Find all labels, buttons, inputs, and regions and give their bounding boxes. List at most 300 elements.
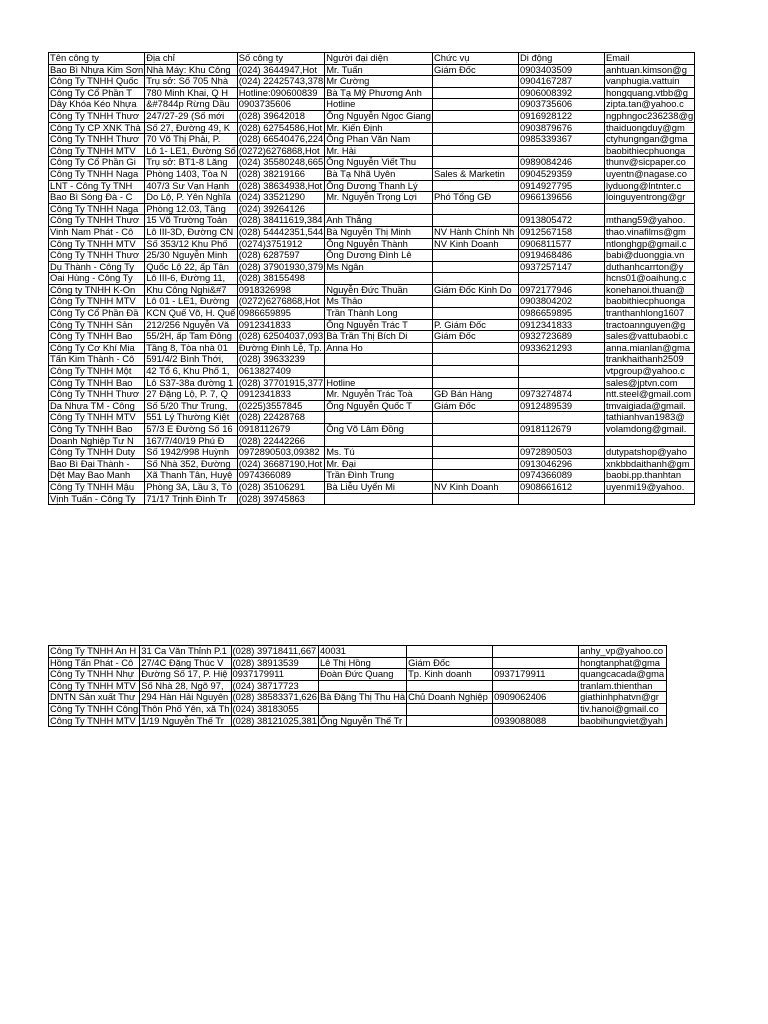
cell-position[interactable] bbox=[407, 646, 493, 658]
cell-company-name[interactable]: Công Ty TNHH MTV bbox=[49, 412, 145, 424]
cell-email[interactable]: mthang59@yahoo. bbox=[604, 215, 694, 227]
cell-position[interactable]: Sales & Marketin bbox=[432, 168, 518, 180]
cell-position[interactable] bbox=[432, 447, 518, 459]
cell-email[interactable]: ntlonghgp@gmail.c bbox=[604, 238, 694, 250]
cell-representative[interactable]: Bà Nguyễn Thị Minh bbox=[325, 226, 433, 238]
cell-representative[interactable]: Hotline bbox=[325, 99, 433, 111]
cell-address[interactable]: Số 5/20 Thư Trung, bbox=[145, 400, 238, 412]
cell-company-phone[interactable]: (028) 38121025,381 bbox=[232, 715, 317, 726]
cell-email[interactable]: anhtuan.kimson@g bbox=[604, 64, 694, 76]
cell-email[interactable]: sales@vattubaobi.c bbox=[604, 331, 694, 343]
cell-email[interactable]: tmvaigiada@gmail. bbox=[604, 400, 694, 412]
cell-representative[interactable] bbox=[318, 680, 406, 692]
cell-address[interactable]: 55/2H, ấp Tam Đông bbox=[145, 331, 238, 343]
cell-company-name[interactable]: Oai Hùng - Công Ty bbox=[49, 273, 145, 285]
cell-company-phone[interactable]: (024) 22425743,378 bbox=[238, 75, 324, 87]
cell-representative[interactable] bbox=[325, 273, 433, 285]
cell-company-phone[interactable]: 0912341833 bbox=[237, 319, 324, 331]
cell-company-name[interactable]: Công Ty TNHH Naga bbox=[49, 168, 145, 180]
cell-representative[interactable]: Mr. Hải bbox=[325, 145, 433, 157]
cell-mobile[interactable]: 0903804202 bbox=[518, 296, 604, 308]
cell-mobile[interactable]: 0974366089 bbox=[518, 470, 604, 482]
cell-mobile[interactable]: 0904529359 bbox=[518, 168, 604, 180]
cell-representative[interactable]: Ông Nguyễn Trác T bbox=[325, 319, 433, 331]
cell-mobile[interactable]: 0937179911 bbox=[493, 669, 579, 681]
cell-company-phone[interactable]: (028) 22442266 bbox=[237, 435, 324, 447]
cell-position[interactable]: Chủ Doanh Nghiệp bbox=[407, 692, 493, 704]
cell-mobile[interactable]: 0986659895 bbox=[518, 308, 604, 320]
cell-address[interactable]: Lô 1- LE1, Đường Số bbox=[146, 145, 236, 156]
cell-representative[interactable]: Bà Liễu Uyển Mi bbox=[325, 481, 433, 493]
cell-email[interactable]: zipta.tan@yahoo.c bbox=[604, 99, 694, 111]
cell-position[interactable] bbox=[432, 412, 518, 424]
cell-company-phone[interactable]: 0986659895 bbox=[237, 308, 324, 320]
cell-mobile[interactable]: 0908661612 bbox=[518, 481, 604, 493]
cell-company-phone[interactable]: Hotline:090600839 bbox=[237, 87, 324, 99]
cell-representative[interactable] bbox=[325, 412, 433, 424]
cell-company-name[interactable]: Công Ty TNHH MTV bbox=[49, 145, 145, 157]
cell-position[interactable] bbox=[432, 308, 518, 320]
cell-position[interactable]: NV Hành Chính Nh bbox=[432, 226, 518, 238]
cell-company-phone[interactable]: (028) 39642018 bbox=[237, 110, 324, 122]
header-address[interactable]: Địa chỉ bbox=[145, 53, 238, 65]
cell-email[interactable]: hongquang.vtbb@g bbox=[604, 87, 694, 99]
cell-address[interactable]: 27 Đặng Lộ, P. 7, Q bbox=[145, 389, 238, 401]
cell-representative[interactable]: Bà Đặng Thị Thu Hà bbox=[319, 691, 406, 703]
cell-address[interactable]: 167/7/40/19 Phú Đ bbox=[145, 435, 238, 447]
cell-company-phone[interactable]: (028) 38634938,Hot bbox=[237, 180, 324, 192]
cell-email[interactable]: duthanhcarrton@y bbox=[604, 261, 694, 273]
cell-position[interactable] bbox=[432, 145, 518, 157]
cell-email[interactable]: konehanoi.thuan@ bbox=[604, 284, 694, 296]
cell-email[interactable]: ngphngoc236238@g bbox=[605, 110, 694, 121]
cell-representative[interactable]: Anna Ho bbox=[325, 342, 433, 354]
cell-email[interactable]: vanphugia.vattuin bbox=[604, 76, 694, 88]
cell-position[interactable] bbox=[432, 250, 518, 262]
cell-address[interactable]: Lô III-3D, Đường CN bbox=[145, 226, 238, 238]
cell-representative[interactable]: Trần Đình Trung bbox=[325, 470, 433, 482]
cell-company-phone[interactable]: Đường Đinh Lễ, Tp. bbox=[237, 342, 324, 354]
cell-company-name[interactable]: Công Ty TNHH Quốc bbox=[49, 76, 145, 88]
cell-position[interactable] bbox=[432, 354, 518, 366]
cell-company-phone[interactable]: (0274)3751912 bbox=[237, 238, 324, 250]
cell-company-name[interactable]: Bao Bì Nhựa Kim Sơn bbox=[50, 64, 144, 75]
cell-mobile[interactable]: 0912341833 bbox=[518, 319, 604, 331]
cell-company-phone[interactable]: (028) 35106291 bbox=[237, 481, 324, 493]
cell-email[interactable]: ntt.steel@gmail.com bbox=[604, 389, 694, 401]
cell-company-phone[interactable]: (024) 38183055 bbox=[231, 703, 318, 715]
cell-representative[interactable]: Hotline bbox=[325, 377, 433, 389]
cell-address[interactable]: Phòng 3A, Lầu 3, Tò bbox=[145, 481, 238, 493]
cell-company-name[interactable]: Công Ty Cổ Phần Gi bbox=[49, 157, 145, 169]
cell-mobile[interactable]: 0916928122 bbox=[518, 110, 604, 122]
cell-email[interactable]: loinguyentrong@gr bbox=[604, 192, 694, 204]
cell-email[interactable]: baobithiecphuonga bbox=[604, 296, 694, 308]
cell-mobile[interactable]: 0903735606 bbox=[518, 99, 604, 111]
cell-company-phone[interactable]: (028) 6287597 bbox=[237, 250, 324, 262]
cell-company-phone[interactable]: (024) 39264126 bbox=[237, 203, 324, 215]
cell-company-name[interactable]: Da Nhựa TM - Công bbox=[49, 400, 145, 412]
cell-company-phone[interactable]: 0974366089 bbox=[237, 470, 324, 482]
cell-mobile[interactable] bbox=[518, 435, 604, 447]
cell-address[interactable]: &#7844p Rừng Dầu bbox=[145, 99, 238, 111]
cell-email[interactable]: ctyhungngan@gma bbox=[604, 134, 694, 146]
cell-mobile[interactable] bbox=[493, 680, 579, 692]
header-company-phone[interactable]: Số công ty bbox=[237, 53, 324, 65]
cell-representative[interactable]: Bà Trần Thị Bích Di bbox=[325, 331, 433, 343]
cell-mobile[interactable]: 0918112679 bbox=[518, 424, 604, 436]
cell-email[interactable]: volamdong@gmail. bbox=[604, 424, 694, 436]
cell-address[interactable]: 212/256 Nguyễn Vă bbox=[145, 319, 238, 331]
cell-representative[interactable]: Ông Phan Văn Nam bbox=[325, 134, 433, 146]
cell-address[interactable]: Lô 01 - LE1, Đường bbox=[145, 296, 238, 308]
cell-position[interactable] bbox=[432, 87, 518, 99]
cell-company-name[interactable]: Bao Bì Đại Thành - bbox=[49, 458, 145, 470]
cell-company-phone[interactable]: (028) 38219166 bbox=[237, 168, 324, 180]
cell-company-name[interactable]: Công Ty TNHH Thươ bbox=[49, 215, 145, 227]
header-email[interactable]: Email bbox=[604, 53, 694, 65]
cell-company-name[interactable]: Công Ty TNHH Bao bbox=[49, 424, 145, 436]
cell-position[interactable] bbox=[432, 493, 518, 505]
cell-address[interactable]: 25/30 Nguyễn Minh bbox=[145, 250, 238, 262]
cell-position[interactable] bbox=[432, 215, 518, 227]
cell-position[interactable] bbox=[432, 180, 518, 192]
cell-company-phone[interactable]: (0272)6276868,Hot bbox=[237, 296, 324, 308]
cell-representative[interactable] bbox=[325, 354, 433, 366]
cell-address[interactable]: 1/19 Nguyễn Thế Tr bbox=[140, 715, 231, 727]
cell-email[interactable]: uyentn@nagase.co bbox=[604, 168, 694, 180]
cell-company-name[interactable]: Công Ty TNHH Sản bbox=[49, 319, 145, 331]
cell-mobile[interactable] bbox=[518, 273, 604, 285]
cell-mobile[interactable]: 0906811577 bbox=[518, 238, 604, 250]
cell-address[interactable]: 780 Minh Khai, Q H bbox=[145, 87, 238, 99]
cell-company-phone[interactable]: (028) 37701915,377 bbox=[238, 377, 324, 388]
cell-representative[interactable]: Bà Tạ Mỹ Phương Anh bbox=[325, 87, 433, 99]
cell-company-name[interactable]: Công Ty TNHH Thươ bbox=[49, 389, 145, 401]
cell-mobile[interactable] bbox=[493, 657, 579, 669]
cell-position[interactable]: Giám Đốc bbox=[432, 400, 518, 412]
cell-email[interactable]: anhy_vp@yahoo.co bbox=[579, 646, 667, 658]
cell-company-name[interactable]: Công Ty TNHH Công bbox=[50, 703, 139, 714]
cell-address[interactable]: Số Nhà 28, Ngõ 97, bbox=[140, 680, 231, 692]
cell-address[interactable]: Khu Công Nghi&#7 bbox=[145, 284, 238, 296]
cell-mobile[interactable] bbox=[518, 412, 604, 424]
cell-email[interactable] bbox=[604, 435, 694, 447]
cell-company-name[interactable]: DNTN Sản xuất Thư bbox=[49, 692, 140, 704]
cell-company-phone[interactable]: (024) 36687190,Hot bbox=[237, 458, 324, 470]
cell-address[interactable]: Phòng 1403, Tòa N bbox=[145, 168, 238, 180]
cell-representative[interactable]: Ms Thảo bbox=[325, 296, 433, 308]
cell-email[interactable]: baobithiecphuonga bbox=[604, 145, 694, 157]
cell-company-name[interactable]: Công Ty TNHH Thươ bbox=[49, 250, 145, 262]
cell-company-phone[interactable]: 0972890503,09382 bbox=[237, 447, 324, 459]
cell-representative[interactable]: Ông Nguyễn Ngọc Giang bbox=[326, 110, 431, 121]
cell-mobile[interactable] bbox=[493, 703, 579, 715]
cell-mobile[interactable] bbox=[518, 493, 604, 505]
cell-email[interactable]: uyenmi19@yahoo. bbox=[604, 481, 694, 493]
cell-company-phone[interactable]: (028) 37901930,379 bbox=[238, 261, 324, 272]
cell-representative[interactable] bbox=[325, 366, 433, 378]
cell-company-phone[interactable]: (028) 39718411,667 bbox=[231, 646, 318, 658]
cell-email[interactable]: thaiduongduy@gm bbox=[604, 122, 694, 134]
cell-position[interactable] bbox=[432, 342, 518, 354]
cell-representative[interactable]: Mr. Đại bbox=[325, 458, 433, 470]
cell-representative[interactable]: Ms Ngân bbox=[325, 261, 433, 273]
cell-position[interactable] bbox=[432, 203, 518, 215]
cell-mobile[interactable]: 0973274874 bbox=[518, 389, 604, 401]
cell-position[interactable] bbox=[432, 99, 518, 111]
cell-email[interactable]: thunv@sicpaper.co bbox=[604, 157, 694, 169]
cell-mobile[interactable]: 0932723689 bbox=[518, 331, 604, 343]
cell-address[interactable]: Quốc Lộ 22, ấp Tân bbox=[145, 261, 238, 273]
cell-position[interactable] bbox=[407, 715, 493, 727]
cell-address[interactable]: 407/3 Sư Vạn Hạnh bbox=[145, 180, 238, 192]
cell-mobile[interactable]: 0912567158 bbox=[518, 226, 604, 238]
cell-email[interactable]: tranthanhlong1607 bbox=[604, 308, 694, 320]
cell-representative[interactable]: Ông Dương Thanh Lý bbox=[325, 180, 433, 192]
cell-company-name[interactable]: LNT - Công Ty TNH bbox=[49, 180, 145, 192]
cell-mobile[interactable]: 0903403509 bbox=[518, 64, 604, 76]
cell-company-name[interactable]: Công Ty TNHH Một bbox=[49, 366, 145, 378]
cell-representative[interactable]: 40031 bbox=[318, 646, 406, 658]
cell-mobile[interactable]: 0904167287 bbox=[518, 76, 604, 88]
cell-company-phone[interactable]: 0918326998 bbox=[237, 284, 324, 296]
cell-representative[interactable]: Bà Tạ Nhã Uyên bbox=[325, 168, 433, 180]
cell-company-name[interactable]: Công Ty TNHH MTV bbox=[49, 296, 145, 308]
cell-email[interactable]: babi@duonggia.vn bbox=[604, 250, 694, 262]
cell-representative[interactable] bbox=[325, 493, 433, 505]
cell-company-phone[interactable]: (024) 33521290 bbox=[237, 192, 324, 204]
cell-address[interactable]: Trụ sở: BT1-8 Lăng bbox=[145, 157, 238, 169]
cell-company-phone[interactable]: (024) 35580248,665 bbox=[238, 156, 324, 168]
cell-representative[interactable]: Đoàn Đức Quang bbox=[318, 669, 406, 681]
cell-address[interactable]: Số 353/12 Khu Phố bbox=[145, 238, 238, 250]
cell-representative[interactable]: Lê Thị Hồng bbox=[318, 657, 406, 669]
cell-representative[interactable]: Ông Dương Đình Lê bbox=[325, 250, 433, 262]
cell-company-name[interactable]: Hồng Tấn Phát - Cô bbox=[49, 657, 140, 669]
cell-position[interactable] bbox=[432, 134, 518, 146]
cell-company-name[interactable]: Công Ty TNHH An H bbox=[49, 646, 140, 658]
cell-company-name[interactable]: Công Ty TNHH Naga bbox=[49, 203, 145, 215]
cell-email[interactable]: tiv.hanoi@gmail.co bbox=[579, 703, 667, 715]
cell-mobile[interactable]: 0966139656 bbox=[518, 192, 604, 204]
cell-address[interactable]: 551 Lý Thường Kiệt bbox=[145, 412, 238, 424]
cell-company-phone[interactable]: (028) 38583371,626 bbox=[232, 691, 317, 703]
cell-company-phone[interactable]: 0937179911 bbox=[231, 669, 318, 681]
cell-company-name[interactable]: Tấn Kim Thành - Cô bbox=[49, 354, 145, 366]
cell-address[interactable]: Tầng 8, Tòa nhà 01 bbox=[145, 342, 238, 354]
cell-mobile[interactable]: 0903879676 bbox=[518, 122, 604, 134]
cell-mobile[interactable]: 0909062406 bbox=[493, 692, 579, 704]
cell-mobile[interactable]: 0939088088 bbox=[493, 715, 579, 727]
cell-mobile[interactable] bbox=[518, 145, 604, 157]
cell-mobile[interactable]: 0937257147 bbox=[518, 261, 604, 273]
cell-company-phone[interactable]: 0903735606 bbox=[237, 99, 324, 111]
cell-company-name[interactable]: Vịnh Tuấn - Công Ty bbox=[49, 493, 145, 505]
cell-position[interactable] bbox=[432, 273, 518, 285]
cell-position[interactable]: NV Kinh Doanh bbox=[432, 238, 518, 250]
cell-representative[interactable]: Mr. Nguyễn Trọng Lợi bbox=[325, 192, 433, 204]
cell-company-name[interactable]: Công Ty TNHH MTV bbox=[49, 238, 145, 250]
cell-mobile[interactable]: 0919468486 bbox=[518, 250, 604, 262]
cell-representative[interactable]: Ms. Tú bbox=[325, 447, 433, 459]
cell-email[interactable]: baobihungviet@yah bbox=[579, 715, 667, 727]
cell-company-name[interactable]: Vinh Nam Phát - Cô bbox=[49, 226, 145, 238]
cell-mobile[interactable]: 0906008392 bbox=[518, 87, 604, 99]
cell-email[interactable] bbox=[604, 493, 694, 505]
cell-email[interactable]: baobi.pp.thanhtan bbox=[604, 470, 694, 482]
cell-position[interactable] bbox=[432, 76, 518, 88]
cell-address[interactable]: Số Nhà 352, Đường bbox=[145, 458, 238, 470]
cell-representative[interactable]: Nguyễn Đức Thuần bbox=[325, 284, 433, 296]
cell-mobile[interactable] bbox=[518, 203, 604, 215]
cell-position[interactable]: GĐ Bán Hàng bbox=[432, 389, 518, 401]
cell-company-phone[interactable]: (028) 39633239 bbox=[237, 354, 324, 366]
cell-company-phone[interactable]: 0613827409 bbox=[237, 366, 324, 378]
cell-email[interactable]: sales@jptvn.com bbox=[604, 377, 694, 389]
cell-company-phone[interactable]: (024) 38717723 bbox=[231, 680, 318, 692]
cell-address[interactable]: KCN Quế Võ, H. Quế bbox=[146, 307, 236, 319]
cell-address[interactable]: Lô S37-38a đường 1 bbox=[145, 377, 238, 389]
cell-mobile[interactable]: 0912489539 bbox=[518, 400, 604, 412]
cell-company-phone[interactable]: (0225)3557845 bbox=[237, 400, 324, 412]
cell-position[interactable] bbox=[407, 703, 493, 715]
cell-mobile[interactable] bbox=[518, 377, 604, 389]
cell-position[interactable]: Phó Tổng GĐ bbox=[432, 192, 518, 204]
cell-company-name[interactable]: Doanh Nghiệp Tư N bbox=[49, 435, 145, 447]
cell-mobile[interactable] bbox=[493, 646, 579, 658]
cell-address[interactable]: Trụ sở: Số 705 Nhà bbox=[145, 76, 238, 88]
cell-company-name[interactable]: Công Ty Cổ Phần T bbox=[49, 87, 145, 99]
cell-company-phone[interactable]: (028) 38411619,384 bbox=[237, 215, 324, 227]
cell-address[interactable]: 31 Ca Văn Thỉnh P.1 bbox=[140, 646, 231, 658]
cell-company-phone[interactable]: (028) 66540476,224 bbox=[238, 133, 324, 145]
cell-mobile[interactable]: 0933621293 bbox=[518, 342, 604, 354]
cell-address[interactable]: 247/27-29 (Số mới bbox=[145, 110, 238, 122]
cell-representative[interactable]: Ông Nguyễn Thế Tr bbox=[318, 715, 406, 727]
cell-email[interactable]: lyduong@lntnter.c bbox=[604, 180, 694, 192]
cell-email[interactable]: hcns01@oaihung.c bbox=[604, 273, 694, 285]
cell-company-name[interactable]: Công Ty TNHH MTV bbox=[49, 680, 140, 692]
cell-position[interactable]: Tp. Kinh doanh bbox=[407, 669, 493, 681]
cell-company-phone[interactable]: (028) 54442351,544 bbox=[238, 226, 324, 237]
cell-company-name[interactable]: Công Ty TNHH Bao bbox=[49, 331, 145, 343]
cell-email[interactable]: thao.vinafilms@gm bbox=[604, 226, 694, 238]
cell-position[interactable] bbox=[432, 424, 518, 436]
cell-position[interactable]: Giám Đốc Kinh Do bbox=[432, 284, 518, 296]
cell-mobile[interactable] bbox=[518, 354, 604, 366]
cell-position[interactable]: Giám Đốc bbox=[432, 331, 518, 343]
cell-company-name[interactable]: Công Ty TNHH Duty bbox=[49, 447, 145, 459]
cell-representative[interactable]: Trần Thành Long bbox=[325, 308, 433, 320]
cell-representative[interactable]: Ông Võ Lâm Đồng bbox=[325, 424, 433, 436]
cell-address[interactable]: Phòng 12.03, Tầng bbox=[145, 203, 238, 215]
cell-company-name[interactable]: Công Ty TNHH Mậu bbox=[49, 481, 145, 493]
cell-company-phone[interactable]: (028) 38155498 bbox=[237, 273, 324, 285]
cell-company-name[interactable]: Dây Khóa Kéo Nhựa bbox=[49, 99, 145, 111]
cell-representative[interactable] bbox=[325, 435, 433, 447]
cell-position[interactable] bbox=[432, 458, 518, 470]
cell-representative[interactable]: Ông Nguyễn Thành bbox=[325, 238, 433, 250]
cell-address[interactable]: Nhà Máy: Khu Công bbox=[145, 64, 238, 76]
header-representative[interactable]: Người đại diện bbox=[325, 53, 433, 65]
cell-address[interactable]: 71/17 Trịnh Đình Tr bbox=[145, 493, 238, 505]
cell-email[interactable]: quangcacada@gma bbox=[579, 669, 667, 681]
cell-email[interactable]: dutypatshop@yaho bbox=[604, 447, 694, 459]
cell-mobile[interactable]: 0985339367 bbox=[518, 134, 604, 146]
cell-representative[interactable]: Mr. Tuấn bbox=[325, 64, 433, 76]
cell-company-name[interactable]: Công ty TNHH K-On bbox=[49, 284, 145, 296]
cell-address[interactable]: 70 Võ Thị Phải, P. bbox=[145, 134, 238, 146]
cell-company-name[interactable]: Công Ty Cổ Phần Đầ bbox=[49, 308, 145, 320]
cell-address[interactable]: Thôn Phố Yên, xã Th bbox=[141, 703, 230, 714]
cell-position[interactable] bbox=[432, 110, 518, 122]
cell-email[interactable]: anna.mianlan@gma bbox=[604, 342, 694, 354]
cell-address[interactable]: Số 1942/998 Huỳnh bbox=[145, 447, 238, 459]
cell-company-phone[interactable]: (0272)6276868,Hot bbox=[237, 145, 324, 157]
cell-email[interactable]: vtpgroup@yahoo.c bbox=[604, 366, 694, 378]
cell-position[interactable]: P. Giám Đốc bbox=[432, 319, 518, 331]
cell-mobile[interactable]: 0972890503 bbox=[518, 447, 604, 459]
cell-mobile[interactable] bbox=[518, 366, 604, 378]
header-company-name[interactable]: Tên công ty bbox=[49, 53, 145, 65]
cell-representative[interactable]: Mr. Kiến Định bbox=[325, 122, 433, 134]
cell-email[interactable]: tractoannguyen@g bbox=[604, 319, 694, 331]
cell-company-name[interactable]: Công Ty TNHH Nhự bbox=[49, 669, 140, 681]
cell-company-phone[interactable]: 0918112679 bbox=[237, 424, 324, 436]
cell-email[interactable]: giathinhphatvn@gr bbox=[579, 692, 667, 704]
cell-company-name[interactable]: Bao Bì Sóng Đà - C bbox=[49, 192, 145, 204]
header-mobile[interactable]: Di động bbox=[518, 53, 604, 65]
cell-position[interactable] bbox=[432, 377, 518, 389]
cell-position[interactable]: NV Kinh Doanh bbox=[432, 481, 518, 493]
cell-email[interactable]: tathianhvan1983@ bbox=[604, 412, 694, 424]
cell-position[interactable] bbox=[432, 157, 518, 169]
cell-company-phone[interactable]: (028) 62504037,093 bbox=[238, 330, 324, 342]
header-position[interactable]: Chức vụ bbox=[432, 53, 518, 65]
cell-address[interactable]: 15 Võ Trường Toản bbox=[145, 215, 238, 227]
cell-company-phone[interactable]: (024) 3644947,Hot bbox=[237, 64, 324, 76]
cell-email[interactable]: xnkbbdaithanh@gm bbox=[604, 458, 694, 470]
cell-address[interactable]: 294 Hàn Hải Nguyên bbox=[140, 692, 231, 704]
cell-address[interactable]: 27/4C Đặng Thúc V bbox=[140, 657, 231, 669]
cell-company-name[interactable]: Công Ty Cơ Khí Mia bbox=[49, 342, 145, 354]
cell-address[interactable]: Xã Thanh Tân, Huyệ bbox=[145, 470, 238, 482]
cell-position[interactable] bbox=[407, 680, 493, 692]
cell-company-name[interactable]: Dụ Thành - Công Ty bbox=[49, 261, 145, 273]
cell-representative[interactable]: Ông Nguyễn Viết Thu bbox=[325, 157, 433, 169]
cell-address[interactable]: 591/4/2 Bình Thới, bbox=[145, 354, 238, 366]
cell-address[interactable]: Số 27, Đường 49, K bbox=[145, 122, 238, 134]
cell-mobile[interactable]: 0989084246 bbox=[518, 157, 604, 169]
cell-company-name[interactable]: Công Ty TNHH Thươ bbox=[49, 110, 145, 122]
cell-representative[interactable]: Anh Thắng bbox=[325, 215, 433, 227]
cell-position[interactable] bbox=[432, 435, 518, 447]
cell-position[interactable] bbox=[432, 261, 518, 273]
cell-company-phone[interactable]: (028) 62754586,Hot bbox=[237, 122, 324, 134]
cell-email[interactable]: hongtanphat@gma bbox=[579, 657, 667, 669]
cell-position[interactable] bbox=[432, 296, 518, 308]
cell-mobile[interactable]: 0914927795 bbox=[518, 180, 604, 192]
cell-address[interactable]: Đường Số 17, P. Hiệ bbox=[140, 669, 231, 681]
cell-company-name[interactable]: Công Ty CP XNK Thả bbox=[49, 122, 145, 134]
cell-position[interactable] bbox=[432, 470, 518, 482]
cell-position[interactable]: Giám Đốc bbox=[432, 64, 518, 76]
cell-company-phone[interactable]: (028) 38913539 bbox=[231, 657, 318, 669]
cell-representative[interactable]: Ông Nguyễn Quốc T bbox=[325, 400, 433, 412]
cell-representative[interactable]: Mr. Nguyễn Trác Toà bbox=[325, 389, 433, 401]
cell-address[interactable]: Lô III-6, Đường 11, bbox=[145, 273, 238, 285]
